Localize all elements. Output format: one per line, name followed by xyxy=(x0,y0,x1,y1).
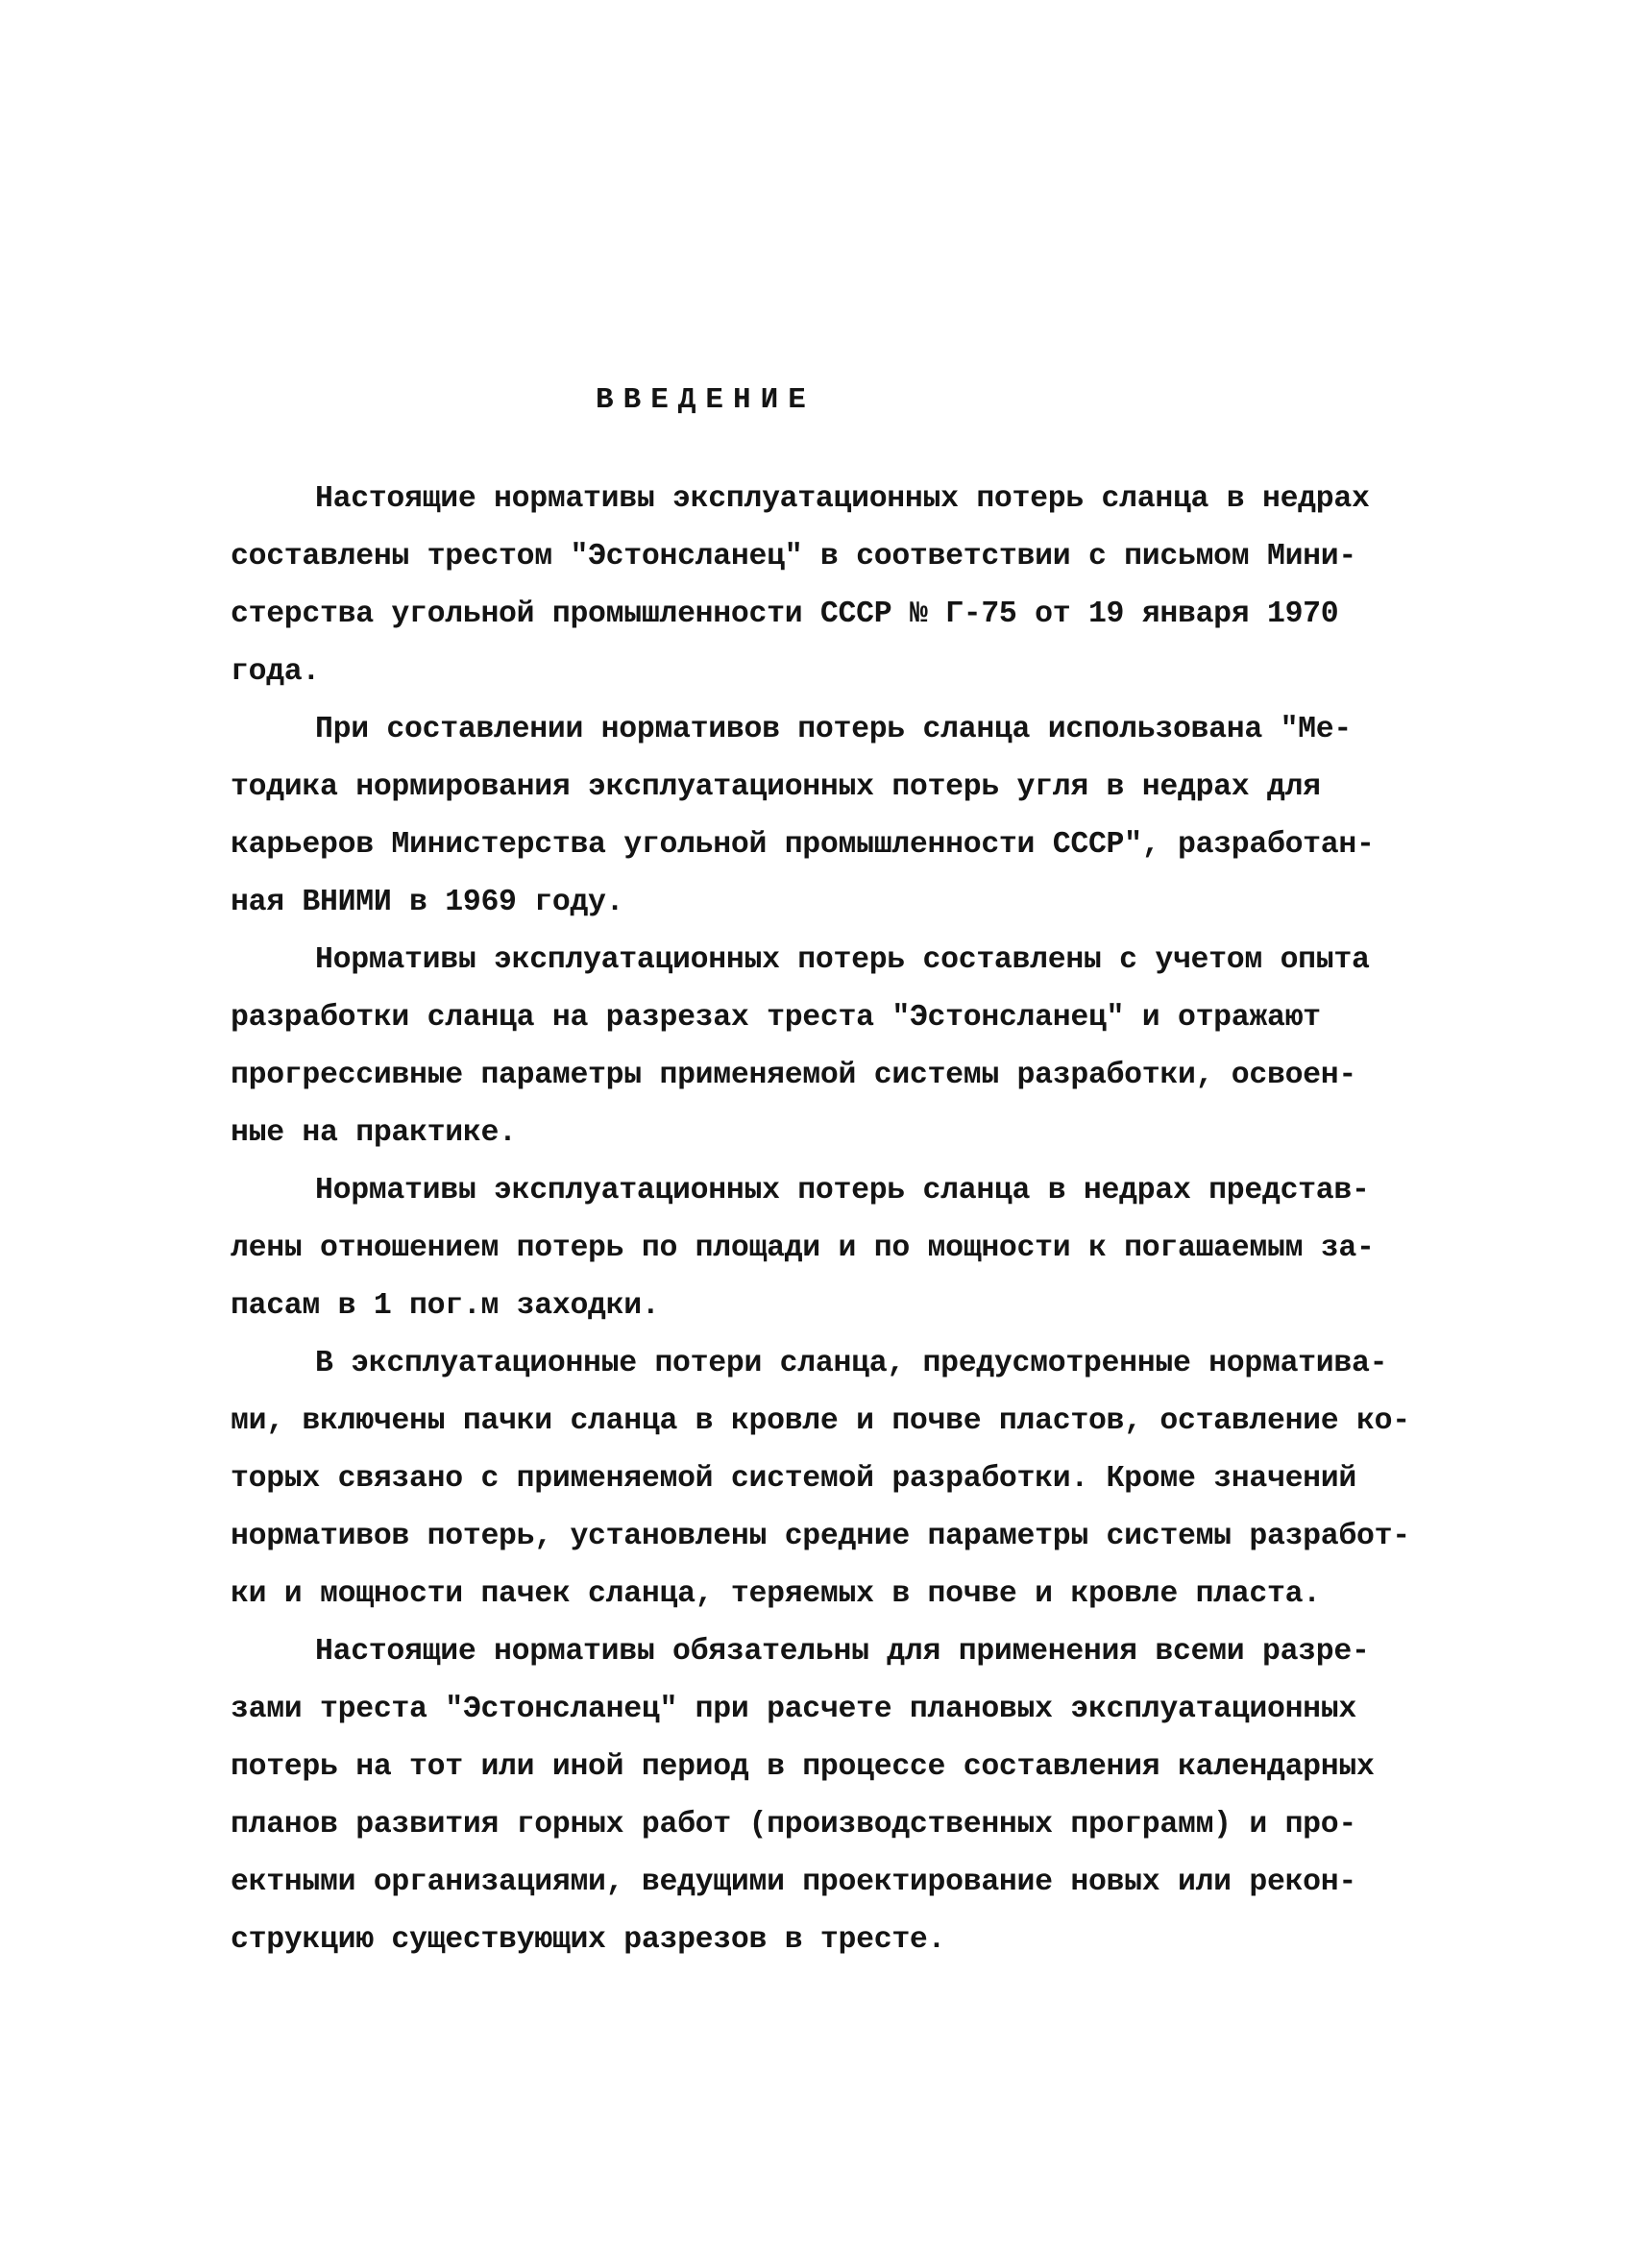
text-line: ектными организациями, ведущими проектирование новых или рекон- xyxy=(231,1866,1356,1899)
text-line: В эксплуатационные потери сланца, предусмотренные нормативa- xyxy=(315,1347,1388,1380)
text-line: стерства угольной промышленности СССР № Г-75 от 19 января 1970 xyxy=(231,597,1339,631)
text-line: Настоящие нормативы обязательны для применения всеми разре- xyxy=(315,1635,1370,1669)
text-line: планов развития горных работ (производственных программ) и про- xyxy=(231,1808,1356,1841)
text-line: потерь на тот или иной период в процессе составления календарных xyxy=(231,1750,1375,1784)
text-line: Нормативы эксплуатационных потерь сланца в недрах представ- xyxy=(315,1174,1370,1207)
paragraph-mandatory xyxy=(231,1623,1375,1969)
text-line: При составлении нормативов потерь сланца использована "Ме- xyxy=(315,713,1352,746)
text-line: струкцию существующих разрезов в тресте. xyxy=(231,1923,946,1957)
text-line: зами треста "Эстонсланец" при расчете плановых эксплуатационных xyxy=(231,1693,1356,1726)
text-line: лены отношением потерь по площади и по мощности к погашаемым за- xyxy=(231,1232,1375,1265)
paragraph-methodology xyxy=(231,701,1375,932)
text-line: тодика нормирования эксплуатационных потерь угля в недрах для xyxy=(231,770,1321,804)
text-line: прогрессивные параметры применяемой системы разработки, освоен- xyxy=(231,1059,1356,1092)
text-line: торых связано с применяемой системой разработки. Кроме значений xyxy=(231,1462,1356,1496)
paragraph-norms-compiled xyxy=(231,471,1370,701)
text-line: разработки сланца на разрезах треста "Эстонсланец" и отражают xyxy=(231,1001,1321,1035)
text-line: карьеров Министерства угольной промышленности СССР", разработан- xyxy=(231,828,1375,862)
text-line: ки и мощности пачек сланца, теряемых в почве и кровле пласта. xyxy=(231,1577,1321,1611)
text-line: ми, включены пачки сланца в кровле и почве пластов, оставление ко- xyxy=(231,1404,1410,1438)
paragraph-included-losses xyxy=(231,1335,1410,1623)
text-line: ные на практике. xyxy=(231,1116,517,1150)
text-line: нормативов потерь, установлены средние параметры системы разработ- xyxy=(231,1520,1410,1553)
paragraph-experience xyxy=(231,932,1370,1162)
text-line: года. xyxy=(231,655,321,689)
page-title: ВВЕДЕНИЕ xyxy=(596,383,816,417)
text-line: пасам в 1 пог.м заходки. xyxy=(231,1289,660,1323)
text-line: ная ВНИМИ в 1969 году. xyxy=(231,886,624,919)
text-line: Нормативы эксплуатационных потерь составлены с учетом опыта xyxy=(315,943,1370,977)
text-line: Настоящие нормативы эксплуатационных потерь сланца в недрах xyxy=(315,482,1370,516)
text-line: составлены трестом "Эстонсланец" в соответствии с письмом Мини- xyxy=(231,540,1356,573)
paragraph-ratio xyxy=(231,1162,1375,1335)
